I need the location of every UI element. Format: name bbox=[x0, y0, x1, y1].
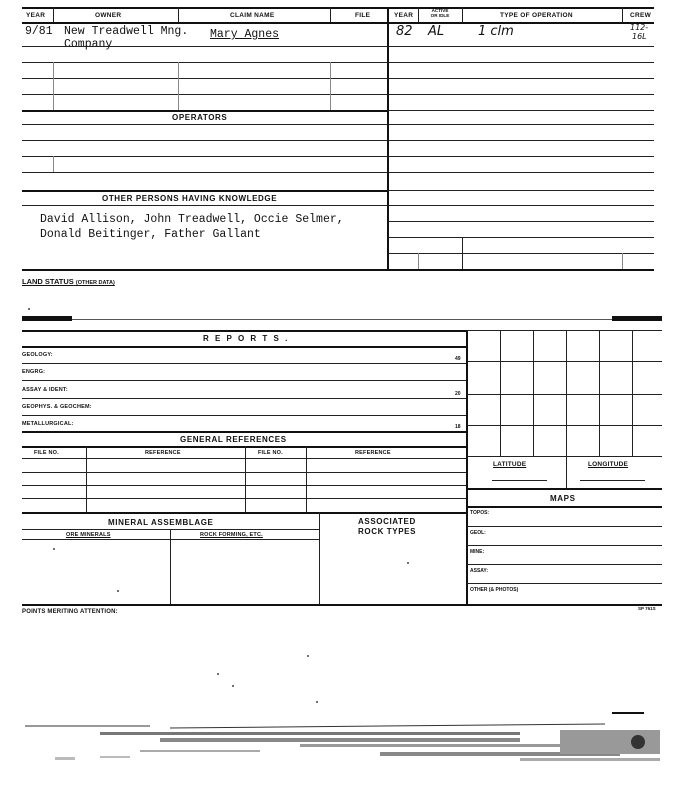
maps-row-topos: TOPOS: bbox=[470, 510, 490, 516]
record-year: 9/81 bbox=[25, 25, 53, 38]
header-year-2: YEAR bbox=[394, 12, 414, 19]
maps-row-mine: MINE: bbox=[470, 549, 485, 555]
header-year: YEAR bbox=[26, 12, 46, 19]
report-label-metallurgical: METALLURGICAL: bbox=[22, 421, 74, 427]
header-or-idle-label: OR IDLE bbox=[430, 13, 450, 18]
land-status-title bbox=[22, 277, 115, 286]
land-status-label: LAND STATUS bbox=[22, 277, 74, 286]
report-code-geology: 49 bbox=[455, 356, 461, 362]
latitude-label: LATITUDE bbox=[493, 461, 527, 468]
knowledge-line2: Donald Beitinger, Father Gallant bbox=[40, 228, 261, 241]
header-owner: OWNER bbox=[95, 12, 122, 19]
general-ref-col-file-1: FILE NO. bbox=[34, 450, 59, 456]
report-code-metallurgical: 18 bbox=[455, 424, 461, 430]
maps-row-other: OTHER (& PHOTOS) bbox=[470, 587, 519, 593]
scan-noise-graphic bbox=[0, 712, 678, 812]
general-ref-col-file-2: FILE NO. bbox=[258, 450, 283, 456]
maps-row-assay: ASSAY: bbox=[470, 568, 489, 574]
land-status-subtitle: (OTHER DATA) bbox=[75, 280, 115, 286]
report-code-assay: 20 bbox=[455, 391, 461, 397]
maps-title: MAPS bbox=[550, 494, 576, 503]
general-ref-col-reference-1: REFERENCE bbox=[145, 450, 181, 456]
report-label-geophys: GEOPHYS. & GEOCHEM: bbox=[22, 404, 92, 410]
general-ref-col-reference-2: REFERENCE bbox=[355, 450, 391, 456]
header-claim-name: CLAIM NAME bbox=[230, 12, 275, 19]
record-crew-line1: 112- bbox=[630, 23, 649, 32]
maps-row-geol: GEOL: bbox=[470, 530, 486, 536]
report-label-engrg: ENGRG: bbox=[22, 369, 46, 375]
general-references-title: GENERAL REFERENCES bbox=[180, 435, 287, 444]
reports-title: R E P O R T S . bbox=[203, 334, 290, 343]
associated-rock-types-line2: ROCK TYPES bbox=[358, 527, 417, 536]
header-active-label: ACTIVE bbox=[431, 8, 449, 13]
longitude-label: LONGITUDE bbox=[588, 461, 629, 468]
record-crew-line2: 16L bbox=[632, 32, 647, 41]
header-crew: CREW bbox=[630, 12, 652, 19]
knowledge-line1: David Allison, John Treadwell, Occie Selmer, bbox=[40, 213, 344, 226]
header-active-or-idle bbox=[422, 8, 458, 18]
report-label-geology: GEOLOGY: bbox=[22, 352, 53, 358]
header-type-of-operation: TYPE OF OPERATION bbox=[500, 12, 573, 19]
record-owner-line2: Company bbox=[64, 38, 113, 51]
record-active-or-idle: AL bbox=[428, 24, 445, 39]
record-year-2: 82 bbox=[396, 24, 413, 39]
associated-rock-types-line1: ASSOCIATED bbox=[358, 517, 416, 526]
points-meriting-attention: POINTS MERITING ATTENTION: bbox=[22, 609, 118, 615]
record-claim-name: Mary Agnes bbox=[210, 28, 280, 41]
form-number: SP 761S bbox=[638, 606, 656, 611]
record-owner-line1: New Treadwell Mng. bbox=[64, 25, 189, 38]
mineral-title: MINERAL ASSEMBLAGE bbox=[108, 518, 214, 527]
record-type-of-operation: 1 clm bbox=[478, 24, 514, 39]
mineral-rock-header: ROCK FORMING, ETC. bbox=[200, 532, 263, 538]
report-label-assay: ASSAY & IDENT: bbox=[22, 387, 68, 393]
mineral-ore-header: ORE MINERALS bbox=[66, 532, 111, 538]
knowledge-title: OTHER PERSONS HAVING KNOWLEDGE bbox=[102, 194, 278, 203]
header-file: FILE bbox=[355, 12, 371, 19]
operators-title: OPERATORS bbox=[172, 113, 228, 122]
